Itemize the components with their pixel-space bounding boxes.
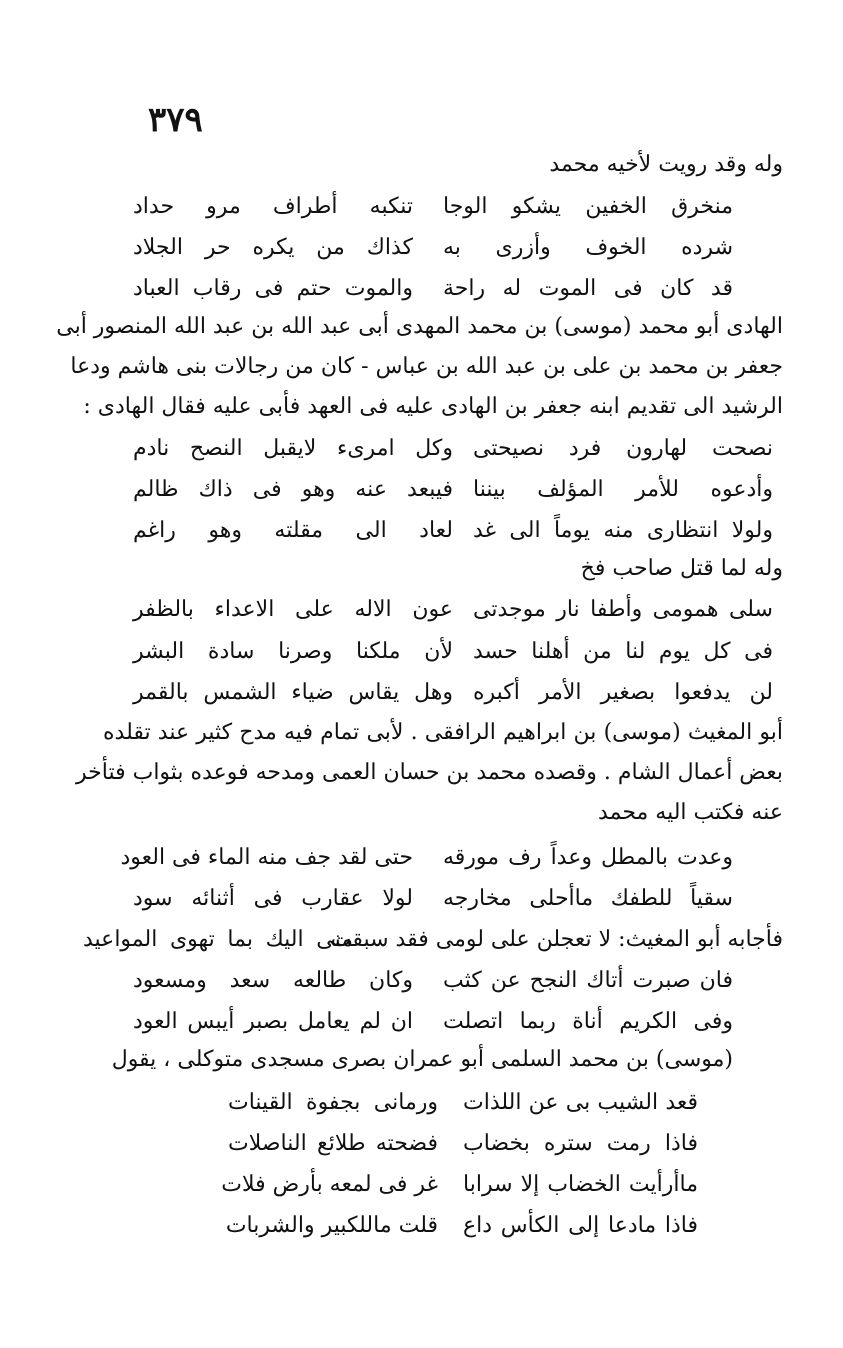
verse-first-hemistich: وعدت بالمطل وعداً رف مورقه (443, 845, 733, 870)
verse-first-hemistich: وفى الكريم أناة ربما اتصلت (443, 1009, 733, 1034)
section-heading: (موسى) بن محمد السلمى أبو عمران بصرى مسجدى متوكلى ، يقول (111, 1047, 733, 1072)
verse-first-hemistich: قعد الشيب بى عن اللذات (463, 1090, 698, 1115)
verse-line (133, 594, 773, 626)
verse-line (133, 515, 773, 547)
verse-line (228, 1087, 698, 1119)
verse-line (221, 1169, 698, 1201)
verse-first-hemistich: سلى همومى وأطفا نار موجدتى (473, 597, 773, 622)
verse-second-hemistich: فيبعد عنه وهو فى ذاك ظالم (133, 477, 453, 502)
verse-second-hemistich: وهل يقاس ضياء الشمس بالقمر (133, 680, 453, 705)
verse-line (120, 842, 733, 874)
verse-line (133, 191, 733, 223)
verse-second-hemistich: لأن ملكنا وصرنا سادة البشر (133, 639, 453, 664)
verse-line (133, 883, 733, 915)
verse-second-hemistich: غر فى لمعه بأرض فلات (221, 1172, 438, 1197)
verse-first-hemistich: فاذا رمت ستره بخضاب (463, 1131, 698, 1156)
verse-line (133, 965, 733, 997)
verse-first-hemistich: لن يدفعوا بصغير الأمر أكبره (473, 680, 773, 705)
verse-line (225, 1210, 698, 1242)
verse-second-hemistich: منى اليك بما تهوى المواعيد (83, 927, 353, 952)
prose-line: الهادى أبو محمد (موسى) بن محمد المهدى أبى عبد الله بن عبد الله المنصور أبى (56, 314, 783, 339)
prose-line: الرشيد الى تقديم ابنه جعفر بن الهادى عليه فى العهد فأبى عليه فقال الهادى : (83, 394, 783, 419)
verse-line (133, 232, 733, 264)
verse-line (133, 677, 773, 709)
verse-second-hemistich: ورمانى بجفوة القينات (228, 1090, 438, 1115)
verse-first-hemistich: فى كل يوم لنا من أهلنا حسد (473, 639, 773, 664)
verse-second-hemistich: والموت حتم فى رقاب العباد (133, 276, 413, 301)
verse-first-hemistich: فان صبرت أتاك النجح عن كثب (443, 968, 733, 993)
verse-first-hemistich: نصحت لهارون فرد نصيحتى (473, 436, 773, 461)
verse-line (133, 1006, 733, 1038)
section-heading: وله وقد رويت لأخيه محمد (549, 152, 783, 177)
verse-second-hemistich: وكل امرىء لايقبل النصح نادم (133, 436, 453, 461)
verse-first-hemistich: سقياً للطفك ماأحلى مخارجه (443, 886, 733, 911)
verse-line (228, 1128, 698, 1160)
page-number: ٣٧٩ (148, 100, 203, 140)
verse-second-hemistich: لولا عقارب فى أثنائه سود (133, 886, 413, 911)
verse-first-hemistich: وأدعوه للأمر المؤلف بيننا (473, 477, 773, 502)
verse-second-hemistich: عون الاله على الاعداء بالظفر (133, 597, 453, 622)
verse-first-hemistich: قد كان فى الموت له راحة (443, 276, 733, 301)
verse-first-hemistich: ماأرأيت الخضاب إلا سرابا (463, 1172, 698, 1197)
verse-line (133, 636, 773, 668)
prose-line: جعفر بن محمد بن على بن عبد الله بن عباس ‑ كان من رجالات بنى هاشم ودعا (70, 354, 783, 379)
verse-first-hemistich: منخرق الخفين يشكو الوجا (443, 194, 733, 219)
verse-line (83, 924, 783, 956)
prose-line: بعض أعمال الشام . وقصده محمد بن حسان العمى ومدحه فوعده بثواب فتأخر (76, 760, 783, 785)
verse-first-hemistich: شرده الخوف وأزرى به (443, 235, 733, 260)
verse-first-hemistich: فأجابه أبو المغيث: لا تعجلن على لومى فقد سبقت (330, 927, 783, 952)
verse-second-hemistich: حتى لقد جف منه الماء فى العود (120, 845, 413, 870)
verse-second-hemistich: فضحته طلائع الناصلات (228, 1131, 438, 1156)
verse-line (133, 433, 773, 465)
verse-first-hemistich: فاذا مادعا إلى الكأس داع (463, 1213, 698, 1238)
verse-second-hemistich: لعاد الى مقلته وهو راغم (133, 518, 453, 543)
verse-second-hemistich: تنكبه أطراف مرو حداد (133, 194, 413, 219)
verse-second-hemistich: وكان طالعه سعد ومسعود (133, 968, 413, 993)
verse-line (133, 474, 773, 506)
section-heading: وله لما قتل صاحب فخ (580, 556, 783, 581)
verse-second-hemistich: ان لم يعامل بصبر أيبس العود (133, 1009, 413, 1034)
verse-first-hemistich: ولولا انتظارى منه يوماً الى غد (473, 518, 773, 543)
verse-line (133, 273, 733, 305)
prose-line: أبو المغيث (موسى) بن ابراهيم الرافقى . لأبى تمام فيه مدح كثير عند تقلده (103, 720, 783, 745)
verse-second-hemistich: كذاك من يكره حر الجلاد (133, 235, 413, 260)
prose-line: عنه فكتب اليه محمد (598, 800, 783, 825)
verse-second-hemistich: قلت ماللكبير والشربات (225, 1213, 438, 1238)
